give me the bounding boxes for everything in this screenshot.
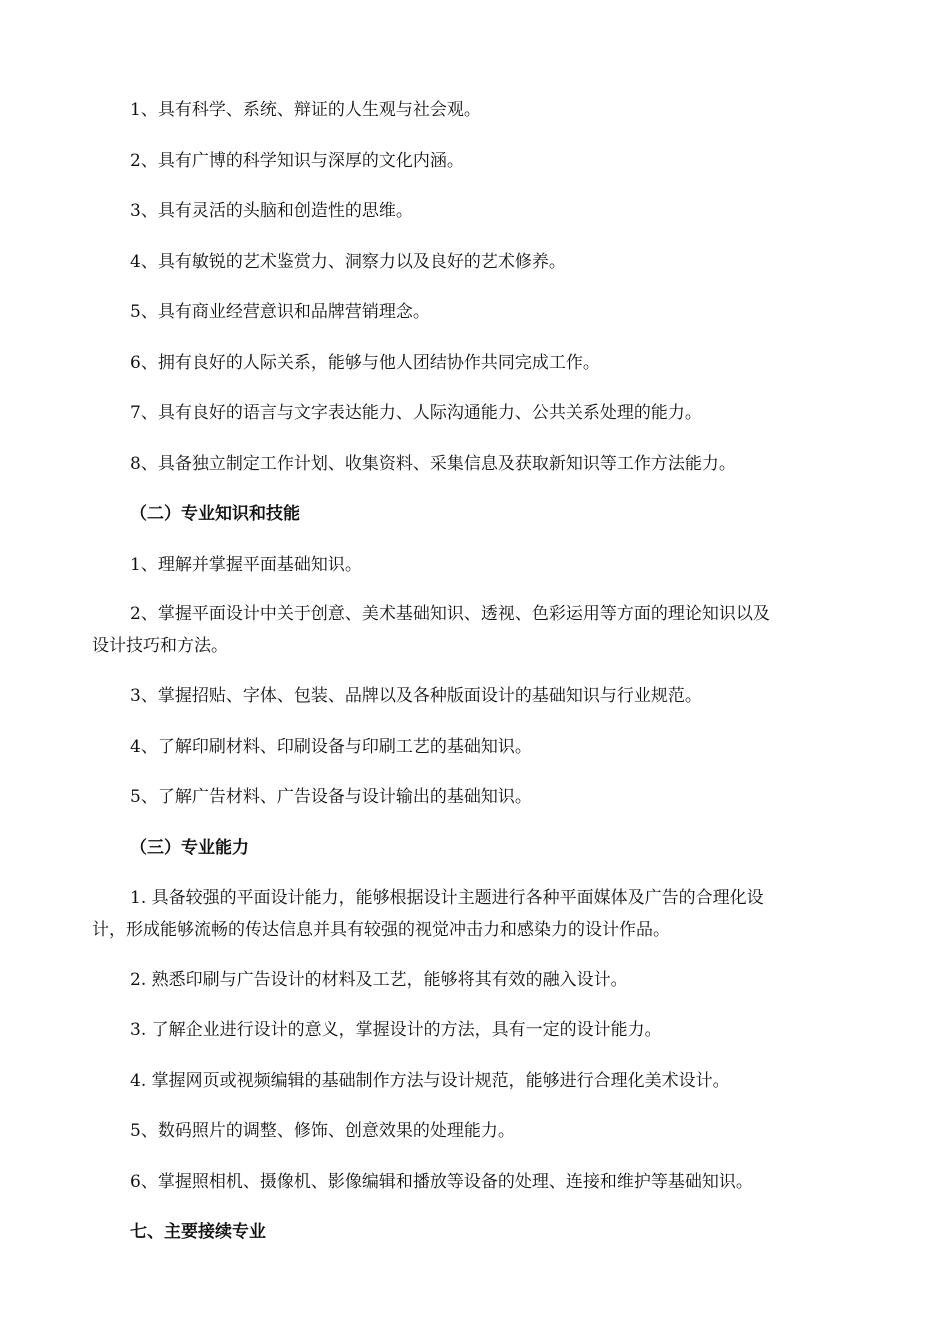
list-item: 5、数码照片的调整、修饰、创意效果的处理能力。 — [130, 1121, 515, 1141]
list-item: 2、掌握平面设计中关于创意、美术基础知识、透视、色彩运用等方面的理论知识以及 — [130, 604, 770, 624]
list-item: 5、了解广告材料、广告设备与设计输出的基础知识。 — [130, 787, 532, 807]
list-item: 4. 掌握网页或视频编辑的基础制作方法与设计规范，能够进行合理化美术设计。 — [130, 1071, 730, 1091]
list-item: 6、掌握照相机、摄像机、影像编辑和播放等设备的处理、连接和维护等基础知识。 — [130, 1172, 753, 1192]
list-item: 6、拥有良好的人际关系，能够与他人团结协作共同完成工作。 — [130, 353, 600, 373]
list-item-continuation: 设计技巧和方法。 — [92, 636, 228, 656]
section-heading-professional-ability: （三）专业能力 — [130, 838, 249, 858]
list-item: 4、具有敏锐的艺术鉴赏力、洞察力以及良好的艺术修养。 — [130, 252, 566, 272]
list-item: 5、具有商业经营意识和品牌营销理念。 — [130, 302, 430, 322]
list-item: 2、具有广博的科学知识与深厚的文化内涵。 — [130, 151, 464, 171]
list-item: 1、具有科学、系统、辩证的人生观与社会观。 — [130, 100, 481, 120]
list-item: 3、掌握招贴、字体、包装、品牌以及各种版面设计的基础知识与行业规范。 — [130, 686, 702, 706]
list-item: 8、具备独立制定工作计划、收集资料、采集信息及获取新知识等工作方法能力。 — [130, 454, 736, 474]
list-item: 1. 具备较强的平面设计能力，能够根据设计主题进行各种平面媒体及广告的合理化设 — [130, 888, 764, 908]
list-item: 2. 熟悉印刷与广告设计的材料及工艺，能够将其有效的融入设计。 — [130, 970, 628, 990]
list-item: 1、理解并掌握平面基础知识。 — [130, 555, 362, 575]
list-item: 4、了解印刷材料、印刷设备与印刷工艺的基础知识。 — [130, 737, 532, 757]
list-item: 7、具有良好的语言与文字表达能力、人际沟通能力、公共关系处理的能力。 — [130, 403, 702, 423]
list-item: 3. 了解企业进行设计的意义，掌握设计的方法，具有一定的设计能力。 — [130, 1020, 662, 1040]
list-item-continuation: 计，形成能够流畅的传达信息并具有较强的视觉冲击力和感染力的设计作品。 — [92, 920, 670, 940]
section-heading-knowledge-skills: （二）专业知识和技能 — [130, 504, 300, 524]
list-item: 3、具有灵活的头脑和创造性的思维。 — [130, 201, 413, 221]
chapter-heading-continuing-majors: 七、主要接续专业 — [130, 1222, 266, 1242]
